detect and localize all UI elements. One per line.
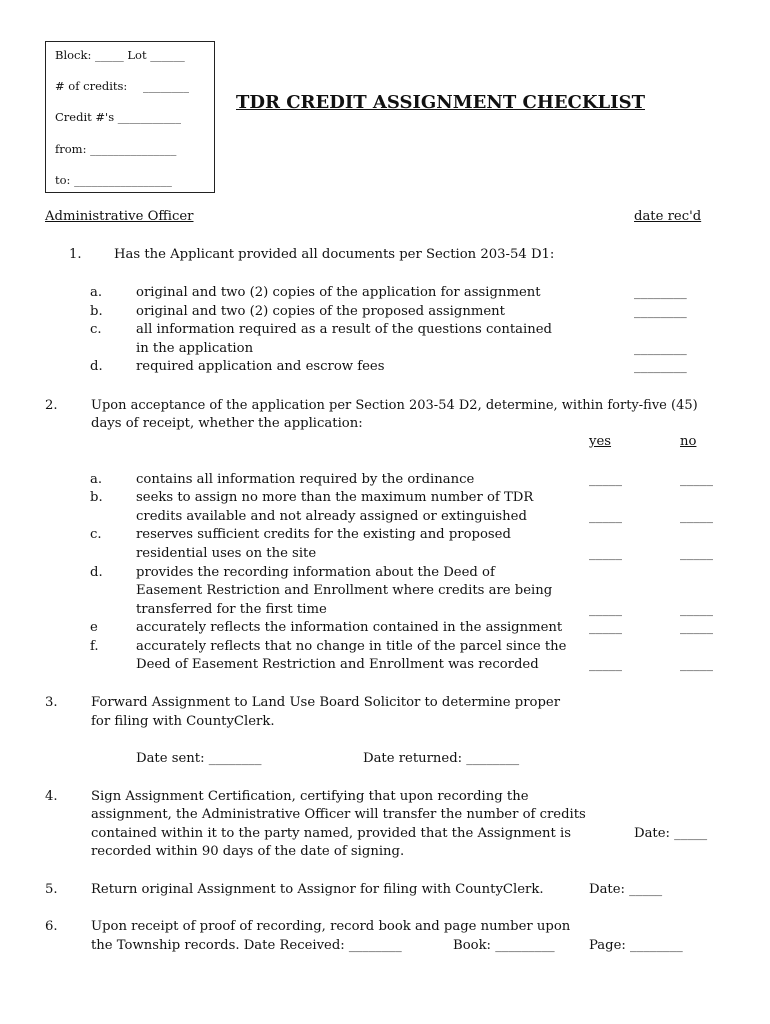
item-1d-date[interactable]: ________ [634, 359, 687, 374]
item-2f-text-cont: Deed of Easement Restriction and Enrollment was recorded [136, 657, 539, 672]
item-2c-no[interactable]: _____ [680, 546, 713, 561]
section-2-text: Upon acceptance of the application per Section 203-54 D2, determine, within forty-five (45) [91, 398, 698, 413]
item-2d-no[interactable]: _____ [680, 602, 713, 617]
item-1c-text: all information required as a result of the questions contained [136, 322, 552, 337]
section-4-text-line4: recorded within 90 days of the date of signing. [91, 844, 405, 859]
section-4-text-line3: contained within it to the party named, provided that the Assignment is [91, 826, 571, 841]
section-5-number: 5. [45, 882, 58, 897]
item-2a-yes[interactable]: _____ [589, 472, 622, 487]
item-1b-text: original and two (2) copies of the proposed assignment [136, 304, 505, 319]
item-2a-text: contains all information required by the ordinance [136, 472, 475, 487]
record-info-box [45, 41, 215, 193]
item-2b-no[interactable]: _____ [680, 509, 713, 524]
item-2e-yes[interactable]: _____ [589, 620, 622, 635]
credit-numbers-field[interactable]: Credit #'s ___________ [55, 110, 182, 124]
item-1a-letter: a. [90, 285, 103, 300]
column-head-date: date rec'd [634, 209, 702, 224]
section-5-text: Return original Assignment to Assignor for filing with CountyClerk. [91, 882, 544, 897]
item-2d-yes[interactable]: _____ [589, 602, 622, 617]
item-2f-yes[interactable]: _____ [589, 657, 622, 672]
section-1-number: 1. [69, 247, 82, 262]
page-field[interactable]: Page: ________ [589, 938, 683, 953]
item-1c-date[interactable]: ________ [634, 341, 687, 356]
section-3-number: 3. [45, 695, 58, 710]
section-6-number: 6. [45, 919, 58, 934]
section-5-date-field[interactable]: Date: _____ [589, 882, 663, 897]
item-2b-text-cont: credits available and not already assigned or extinguished [136, 509, 527, 524]
section-4-date-field[interactable]: Date: _____ [634, 826, 708, 841]
section-1-text: Has the Applicant provided all documents per Section 203-54 D1: [114, 247, 555, 262]
section-2-text-cont: days of receipt, whether the application: [91, 416, 363, 431]
item-2d-letter: d. [90, 565, 103, 580]
section-3-text-cont: for filing with CountyClerk. [91, 714, 275, 729]
section-3-text: Forward Assignment to Land Use Board Solicitor to determine proper [91, 695, 561, 710]
item-1a-date[interactable]: ________ [634, 285, 687, 300]
credits-field[interactable]: ________ [143, 79, 189, 93]
column-head-no: no [680, 434, 697, 449]
item-1b-letter: b. [90, 304, 103, 319]
item-2b-letter: b. [90, 490, 103, 505]
section-4-text-line2: assignment, the Administrative Officer will transfer the number of credits [91, 807, 586, 822]
block-lot-field[interactable]: Block: _____ Lot ______ [55, 48, 185, 62]
book-field[interactable]: Book: _________ [453, 938, 555, 953]
date-sent-field[interactable]: Date sent: ________ [136, 751, 262, 766]
item-2b-text: seeks to assign no more than the maximum number of TDR [136, 490, 534, 505]
from-field[interactable]: from: _______________ [55, 142, 177, 156]
item-2c-letter: c. [90, 527, 102, 542]
item-2d-text-cont2: transferred for the first time [136, 602, 327, 617]
item-2a-no[interactable]: _____ [680, 472, 713, 487]
column-head-officer: Administrative Officer [45, 209, 194, 224]
column-head-yes: yes [589, 434, 612, 449]
item-2e-text: accurately reflects the information contained in the assignment [136, 620, 563, 635]
item-2f-no[interactable]: _____ [680, 657, 713, 672]
item-2d-text-cont: Easement Restriction and Enrollment where credits are being [136, 583, 553, 598]
to-field[interactable]: to: _________________ [55, 173, 172, 187]
item-2c-text: reserves sufficient credits for the existing and proposed [136, 527, 511, 542]
item-1d-letter: d. [90, 359, 103, 374]
item-2f-text: accurately reflects that no change in title of the parcel since the [136, 639, 567, 654]
item-2c-yes[interactable]: _____ [589, 546, 622, 561]
item-1b-date[interactable]: ________ [634, 304, 687, 319]
date-returned-field[interactable]: Date returned: ________ [363, 751, 520, 766]
date-received-field[interactable]: the Township records. Date Received: ________ [91, 938, 402, 953]
item-1d-text: required application and escrow fees [136, 359, 385, 374]
item-1c-letter: c. [90, 322, 102, 337]
section-4-text-line1: Sign Assignment Certification, certifying that upon recording the [91, 789, 529, 804]
item-1a-text: original and two (2) copies of the application for assignment [136, 285, 541, 300]
item-1c-text-cont: in the application [136, 341, 254, 356]
section-2-number: 2. [45, 398, 58, 413]
item-2e-letter: e [90, 620, 98, 635]
item-2f-letter: f. [90, 639, 99, 654]
credits-label: # of credits: [55, 79, 128, 93]
item-2b-yes[interactable]: _____ [589, 509, 622, 524]
section-4-number: 4. [45, 789, 58, 804]
section-6-text: Upon receipt of proof of recording, record book and page number upon [91, 919, 571, 934]
item-2d-text: provides the recording information about the Deed of [136, 565, 495, 580]
page-title: TDR CREDIT ASSIGNMENT CHECKLIST [236, 92, 645, 113]
item-2a-letter: a. [90, 472, 103, 487]
item-2e-no[interactable]: _____ [680, 620, 713, 635]
item-2c-text-cont: residential uses on the site [136, 546, 317, 561]
